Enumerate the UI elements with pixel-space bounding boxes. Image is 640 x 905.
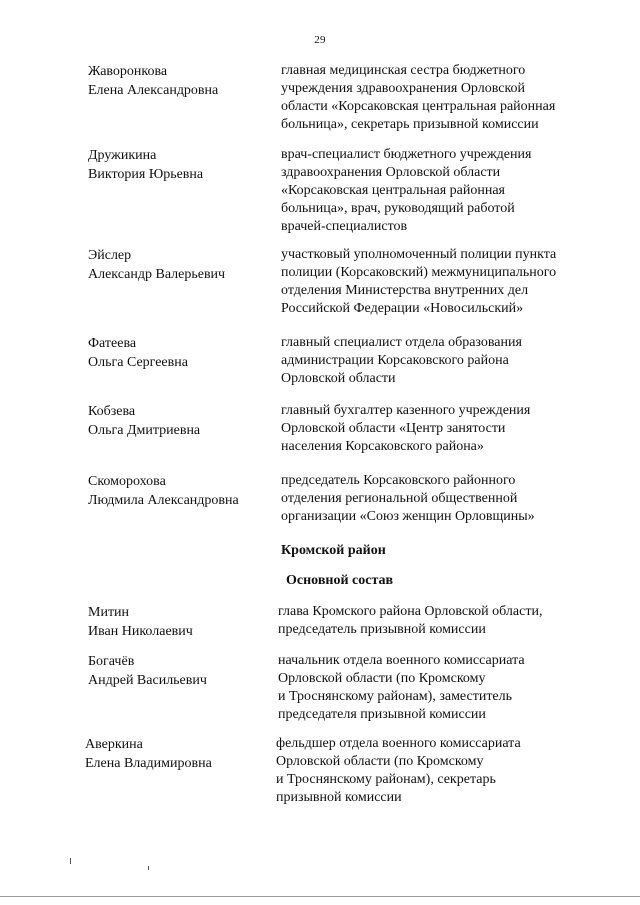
member-given-names: Александр Валерьевич xyxy=(88,267,226,282)
member-given-names: Виктория Юрьевна xyxy=(88,167,204,182)
member-role xyxy=(281,472,591,526)
role-line: врачей-специалистов xyxy=(281,219,408,234)
role-line: Орловской области (по Кромскому xyxy=(278,671,486,686)
member-surname: Богачёв xyxy=(88,654,135,669)
role-line: и Троснянскому районам), секретарь xyxy=(276,772,496,787)
section-subtitle: Основной состав xyxy=(286,573,394,588)
member-surname: Жаворонкова xyxy=(88,64,168,79)
member-role xyxy=(281,402,591,456)
member-name xyxy=(88,472,268,510)
role-line: области «Корсаковская центральная районная xyxy=(281,99,556,114)
member-name xyxy=(88,334,268,372)
role-line: Орловской области «Центр занятости xyxy=(281,421,506,436)
role-line: населения Корсаковского района» xyxy=(281,439,484,454)
role-line: главная медицинская сестра бюджетного xyxy=(281,63,526,78)
role-line: отделения региональной общественной xyxy=(281,491,518,506)
role-line: организации «Союз женщин Орловщины» xyxy=(281,509,535,524)
member-given-names: Андрей Васильевич xyxy=(88,673,207,688)
role-line: больница», секретарь призывной комиссии xyxy=(281,117,539,132)
role-line: главный специалист отдела образования xyxy=(281,335,522,350)
role-line: учреждения здравоохранения Орловской xyxy=(281,81,526,96)
member-surname: Дружикина xyxy=(88,148,157,163)
role-line: Орловской области xyxy=(281,371,396,386)
scan-speck xyxy=(148,866,149,870)
role-line: глава Кромского района Орловской области, xyxy=(278,604,543,619)
section-title: Кромской район xyxy=(281,543,386,558)
role-line: здравоохранения Орловской области xyxy=(281,165,501,180)
member-surname: Фатеева xyxy=(88,336,137,351)
role-line: председателя призывной комиссии xyxy=(278,707,486,722)
member-surname: Митин xyxy=(88,605,130,620)
member-given-names: Елена Владимировна xyxy=(85,756,212,771)
member-role xyxy=(281,334,591,388)
role-line: врач-специалист бюджетного учреждения xyxy=(281,147,532,162)
page-number: 29 xyxy=(314,34,326,46)
member-given-names: Ольга Дмитриевна xyxy=(88,423,201,438)
role-line: фельдшер отдела военного комиссариата xyxy=(276,736,521,751)
member-surname: Кобзева xyxy=(88,404,136,419)
scan-edge-line xyxy=(0,896,640,897)
member-given-names: Елена Александровна xyxy=(88,83,219,98)
member-name xyxy=(88,62,268,100)
role-line: и Троснянскому районам), заместитель xyxy=(278,689,513,704)
role-line: Орловской области (по Кромскому xyxy=(276,754,484,769)
member-role xyxy=(281,246,591,318)
member-role xyxy=(281,62,591,134)
member-name xyxy=(88,652,268,690)
member-given-names: Людмила Александровна xyxy=(88,493,239,508)
role-line: председатель призывной комиссии xyxy=(278,622,486,637)
member-surname: Эйслер xyxy=(88,248,132,263)
member-name xyxy=(88,246,268,284)
role-line: больница», врач, руководящий работой xyxy=(281,201,515,216)
member-name xyxy=(88,146,268,184)
member-role xyxy=(276,735,586,807)
member-role xyxy=(281,146,591,236)
role-line: отделения Министерства внутренних дел xyxy=(281,283,529,298)
role-line: участковый уполномоченный полиции пункта xyxy=(281,247,557,262)
role-line: председатель Корсаковского районного xyxy=(281,473,516,488)
scan-speck xyxy=(70,858,71,864)
role-line: «Корсаковская центральная районная xyxy=(281,183,505,198)
role-line: начальник отдела военного комиссариата xyxy=(278,653,525,668)
member-name xyxy=(88,603,268,641)
role-line: главный бухгалтер казенного учреждения xyxy=(281,403,531,418)
member-surname: Аверкина xyxy=(85,737,143,752)
role-line: полиции (Корсаковский) межмуниципального xyxy=(281,265,557,280)
member-name xyxy=(85,735,265,773)
role-line: Российской Федерации «Новосильский» xyxy=(281,301,524,316)
role-line: призывной комиссии xyxy=(276,790,402,805)
member-name xyxy=(88,402,268,440)
member-role xyxy=(278,603,588,639)
member-surname: Скоморохова xyxy=(88,474,166,489)
role-line: администрации Корсаковского района xyxy=(281,353,509,368)
member-given-names: Ольга Сергеевна xyxy=(88,355,188,370)
member-given-names: Иван Николаевич xyxy=(88,624,193,639)
member-role xyxy=(278,652,588,724)
